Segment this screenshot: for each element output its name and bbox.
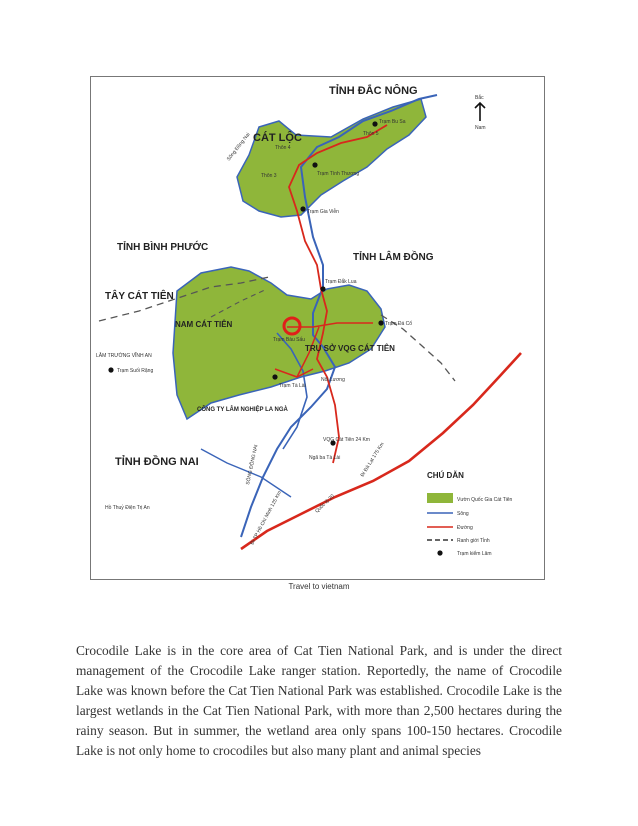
- station-dot: [108, 367, 113, 372]
- label-lam-dong: TỈNH LÂM ĐỒNG: [353, 252, 434, 263]
- map-figure: [90, 76, 545, 580]
- station-dot: [378, 320, 383, 325]
- legend-swatch-park: [427, 493, 453, 503]
- body-paragraph: Crocodile Lake is in the core area of Cat Tien National Park, and is under the direct management of the Crocodile Lake ranger station. Reportedly, the name of Crocodile Lake was known before the Cat Tien National Park was established. Crocodile Lake is the largest wetlands in the Cat Tien National Park, with more than 2,500 hectares during the rainy season. But in summer, the wetland area only spans 100-150 hectares. Crocodile Lake is not only home to crocodiles but also many plant and animal species: [76, 643, 562, 759]
- station-dot: [300, 206, 305, 211]
- label-tram-da-co: Trạm Đá Cổ: [385, 321, 413, 327]
- label-cong-ty: CÔNG TY LÂM NGHIỆP LA NGÀ: [197, 407, 288, 413]
- label-tay-cat-tien: TÂY CÁT TIÊN: [105, 291, 174, 302]
- south-label: Nam: [475, 125, 486, 131]
- park-area-south: [173, 267, 385, 419]
- label-tram-dak-lua: Trạm Đắk Lua: [325, 279, 357, 285]
- station-dot: [272, 374, 277, 379]
- label-road-da-lat: Đi Đà Lạt 175 Km: [359, 441, 386, 479]
- station-dot: [372, 121, 377, 126]
- north-label: Bắc: [475, 95, 484, 101]
- legend-item-station: Trạm kiểm Lâm: [457, 551, 492, 557]
- label-nga-ba: Ngã ba Tà Lài: [309, 455, 341, 461]
- figure-caption: Travel to vietnam: [288, 582, 350, 591]
- label-lam-truong: LÂM TRƯỜNG VĨNH AN: [96, 353, 152, 359]
- label-nam-cat-tien: NAM CÁT TIÊN: [175, 320, 233, 329]
- label-cat-loc: CÁT LỘC: [253, 132, 302, 144]
- label-tru-so: TRỤ SỞ VQG CÁT TIÊN: [305, 344, 395, 353]
- park-area-north: [237, 99, 426, 217]
- legend-title: CHÚ DẪN: [427, 471, 464, 480]
- label-dak-nong: TỈNH ĐẮC NÔNG: [329, 85, 418, 97]
- label-tram-tinh-thuong: Trạm Tình Thương: [317, 171, 360, 177]
- label-tram-bu-sa: Trạm Bu Sa: [379, 119, 406, 125]
- label-thuy-dien: Hồ Thuỷ Điện Trị An: [105, 505, 150, 511]
- label-noi-luong: Nôi Lương: [321, 377, 345, 383]
- legend-item-road: Đường: [457, 525, 473, 531]
- legend-swatch-station: [437, 550, 442, 555]
- label-dong-nai: TỈNH ĐỒNG NAI: [115, 456, 199, 468]
- station-dot: [312, 162, 317, 167]
- park-map: [91, 77, 544, 579]
- label-thon5: Thôn 5: [363, 131, 379, 137]
- label-thon4: Thôn 4: [275, 145, 291, 151]
- legend-item-park: Vườn Quốc Gia Cát Tiên: [457, 497, 513, 503]
- label-tram-suoi-rang: Trạm Suối Rặng: [117, 368, 154, 374]
- label-tram-bau-sau: Trạm Bàu Sấu: [273, 337, 306, 343]
- map-legend: [427, 471, 512, 557]
- legend-item-boundary: Ranh giới Tỉnh: [457, 538, 490, 544]
- legend-item-river: Sông: [457, 511, 469, 517]
- label-road-ql: Quốc lộ 20: [314, 493, 336, 515]
- label-tram-ta-lai: Trạm Tà Lài: [279, 383, 306, 389]
- label-song-dong-nai-top: Sông Đồng Nai: [225, 131, 252, 163]
- station-dot: [320, 286, 325, 291]
- label-binh-phuoc: TỈNH BÌNH PHƯỚC: [117, 242, 209, 253]
- label-vqg-km: VQG Cát Tiên 24 Km: [323, 437, 370, 443]
- label-road-tp: Đi TP Hồ Chí Minh 125 Km: [249, 490, 283, 546]
- label-tram-gia-vien: Trạm Gia Viễn: [307, 209, 339, 215]
- label-thon3: Thôn 3: [261, 173, 277, 179]
- north-arrow-icon: [475, 94, 486, 131]
- label-song-dong-nai-bottom: SÔNG ĐỒNG NAI: [245, 444, 260, 486]
- river-lower: [201, 449, 291, 497]
